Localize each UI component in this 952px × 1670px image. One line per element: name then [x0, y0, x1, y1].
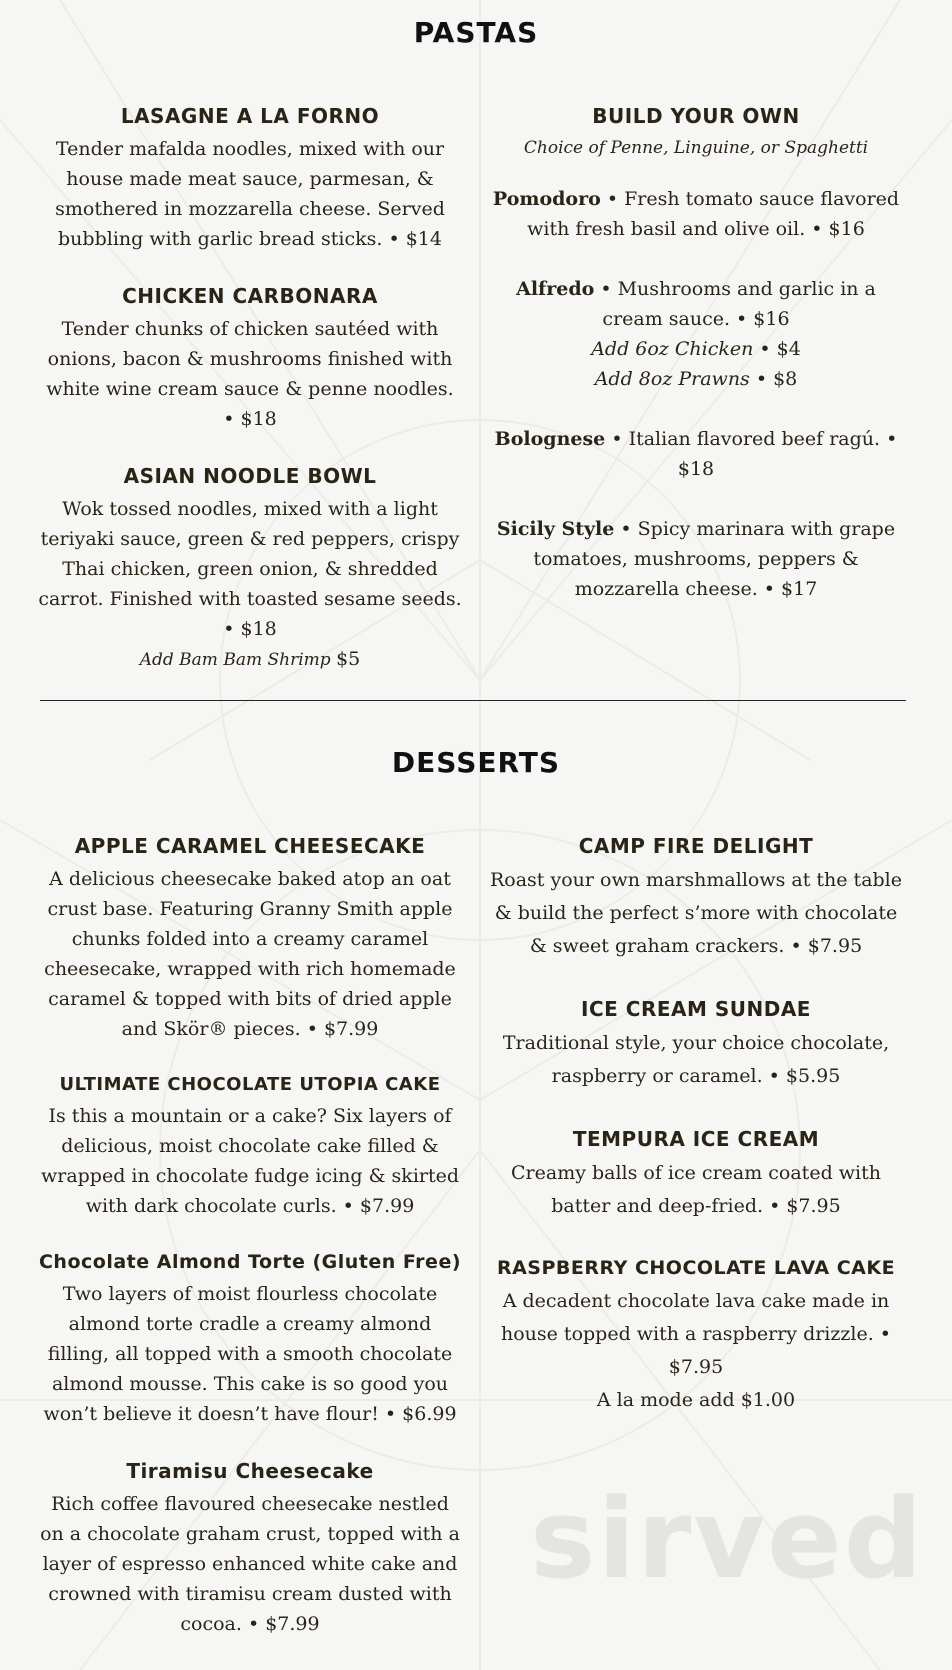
watermark-logo: sirved	[530, 1475, 925, 1603]
item-description: Rich coffee flavoured cheesecake nestled on a chocolate graham crust, topped with a layer of espresso enhanced white cake and crowned with tiramisu cream dusted with cocoa. • $7.99	[40, 1493, 460, 1635]
addon-label: Add 8oz Prawns	[594, 368, 750, 390]
item-name: ICE CREAM SUNDAE	[581, 997, 811, 1021]
item-name: TEMPURA ICE CREAM	[572, 1127, 820, 1151]
item-addon	[38, 644, 462, 675]
desserts-right-column	[488, 834, 904, 1447]
menu-item	[488, 834, 904, 963]
menu-item	[488, 1257, 904, 1417]
pasta-option	[488, 184, 904, 244]
build-your-own	[488, 104, 904, 162]
addon-price: $5	[336, 648, 361, 670]
option-addon	[488, 334, 904, 364]
item-subtitle: Choice of Penne, Linguine, or Spaghetti	[523, 138, 869, 158]
option-name: Alfredo	[516, 278, 595, 300]
item-name: CHICKEN CARBONARA	[122, 284, 378, 308]
option-description: • Spicy marinara with grape tomatoes, mushrooms, peppers & mozzarella cheese. • $17	[533, 518, 896, 600]
menu-item	[38, 1074, 462, 1221]
desserts-title: DESSERTS	[391, 746, 561, 779]
option-description: • Fresh tomato sauce flavored with fresh basil and olive oil. • $16	[527, 188, 900, 240]
item-name: ASIAN NOODLE BOWL	[123, 464, 377, 488]
item-description: Creamy balls of ice cream coated with batter and deep-fried. • $7.95	[511, 1162, 881, 1217]
pasta-option	[488, 514, 904, 604]
item-description: A delicious cheesecake baked atop an oat crust base. Featuring Granny Smith apple chunks folded into a creamy caramel cheesecake, wrapped with rich homemade caramel & topped with bits of dried apple and Skör® pieces. • $7.99	[44, 868, 456, 1040]
addon-label: Add Bam Bam Shrimp	[139, 650, 331, 670]
addon-price: • $8	[749, 368, 798, 390]
desserts-left-column	[38, 834, 462, 1669]
item-description: Tender mafalda noodles, mixed with our house made meat sauce, parmesan, & smothered in mozzarella cheese. Served bubbling with garlic bread sticks. • $14	[55, 138, 445, 250]
item-name: CAMP FIRE DELIGHT	[578, 834, 814, 858]
menu-item	[488, 1127, 904, 1223]
menu-item	[38, 834, 462, 1044]
pastas-left-column	[38, 104, 462, 705]
addon-price: • $4	[753, 338, 801, 360]
section-divider	[40, 700, 906, 701]
option-description: • Mushrooms and garlic in a cream sauce. • $16	[594, 278, 876, 330]
item-description: Tender chunks of chicken sautéed with onions, bacon & mushrooms finished with white wine cream sauce & penne noodles. • $18	[46, 318, 454, 430]
item-name: APPLE CARAMEL CHEESECAKE	[74, 834, 426, 858]
menu-item	[38, 1251, 462, 1429]
pastas-right-column	[488, 104, 904, 634]
pastas-title: PASTAS	[413, 16, 539, 49]
item-description: A decadent chocolate lava cake made in house topped with a raspberry drizzle. • $7.95	[500, 1290, 892, 1378]
menu-item	[38, 284, 462, 434]
pasta-option	[488, 424, 904, 484]
menu-item	[38, 464, 462, 675]
menu-item	[38, 1459, 462, 1639]
item-name: Chocolate Almond Torte (Gluten Free)	[38, 1251, 462, 1273]
item-description: Two layers of moist flourless chocolate almond torte cradle a creamy almond filling, all topped with a smooth chocolate almond mousse. This cake is so good you won’t believe it doesn’t have flour! • $6.99	[43, 1283, 457, 1425]
item-description: Roast your own marshmallows at the table & build the perfect s’more with chocolate & sweet graham crackers. • $7.95	[489, 869, 903, 957]
option-name: Bolognese	[494, 428, 606, 450]
menu-item	[488, 997, 904, 1093]
item-name: ULTIMATE CHOCOLATE UTOPIA CAKE	[59, 1074, 441, 1095]
option-description: • Italian flavored beef ragú. • $18	[605, 428, 898, 480]
item-description: Traditional style, your choice chocolate, raspberry or caramel. • $5.95	[502, 1032, 890, 1087]
menu-item	[38, 104, 462, 254]
item-description: Is this a mountain or a cake? Six layers of delicious, moist chocolate cake filled & wrapped in chocolate fudge icing & skirted with dark chocolate curls. • $7.99	[40, 1105, 460, 1217]
item-description: Wok tossed noodles, mixed with a light teriyaki sauce, green & red peppers, crispy Thai chicken, green onion, & shredded carrot. Finished with toasted sesame seeds. • $18	[38, 498, 462, 640]
item-name: RASPBERRY CHOCOLATE LAVA CAKE	[496, 1257, 896, 1279]
addon-label: Add 6oz Chicken	[591, 338, 754, 360]
item-name: LASAGNE A LA FORNO	[120, 104, 380, 128]
option-name: Sicily Style	[496, 518, 615, 540]
pasta-option	[488, 274, 904, 394]
item-name: BUILD YOUR OWN	[592, 104, 800, 128]
item-name: Tiramisu Cheesecake	[126, 1459, 374, 1483]
item-extra: A la mode add $1.00	[596, 1389, 796, 1411]
option-name: Pomodoro	[492, 188, 601, 210]
option-addon	[488, 364, 904, 394]
